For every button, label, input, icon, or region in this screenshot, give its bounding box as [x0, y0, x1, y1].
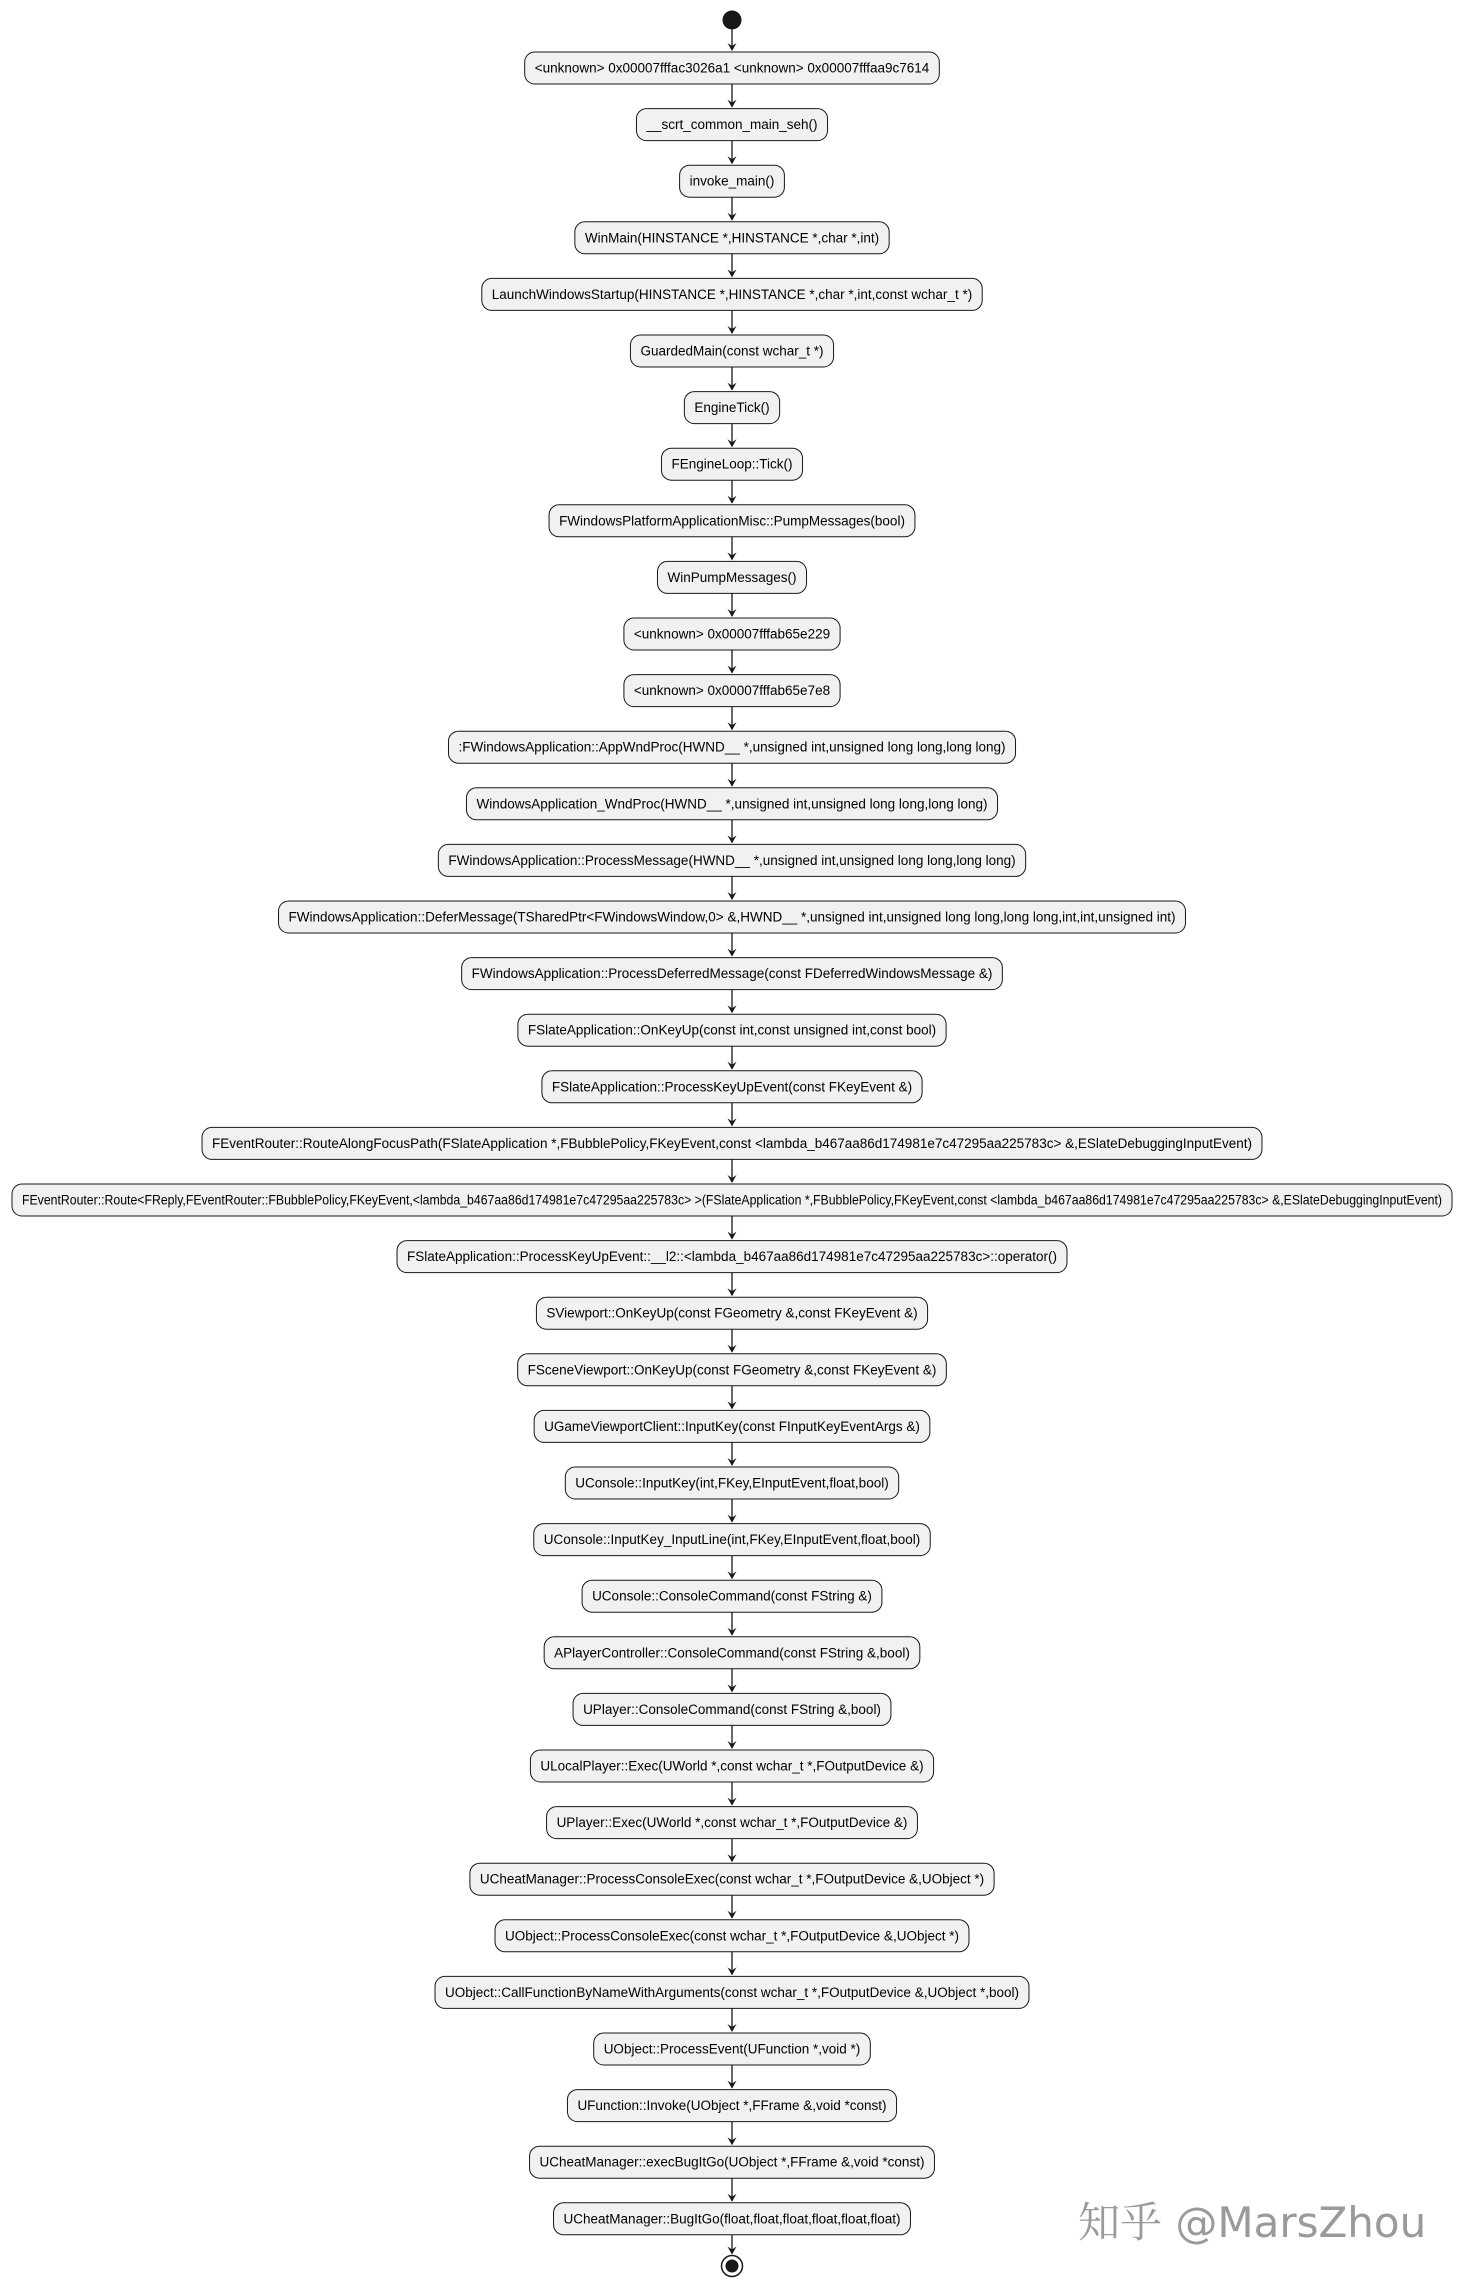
flow-step-label: ULocalPlayer::Exec(UWorld *,const wchar_t *,FOutputDevice &) [540, 1758, 924, 1774]
flow-step [525, 52, 940, 84]
flow-step [534, 1524, 930, 1556]
flow-step-label: <unknown> 0x00007fffac3026a1 <unknown> 0x00007fffaa9c7614 [534, 60, 930, 76]
flow-step-label: UCheatManager::execBugItGo(UObject *,FFrame &,void *const) [539, 2154, 925, 2170]
flow-step-label: FWindowsApplication::ProcessDeferredMessage(const FDeferredWindowsMessage &) [471, 966, 993, 982]
flow-step-label: :FWindowsApplication::AppWndProc(HWND__ *,unsigned int,unsigned long long,long long) [458, 739, 1006, 755]
flow-step [544, 1637, 920, 1669]
flow-step-label: FSlateApplication::ProcessKeyUpEvent::__l2::<lambda_b467aa86d174981e7c47295aa225783c>::operator() [407, 1249, 1057, 1265]
flow-step-label: FSceneViewport::OnKeyUp(const FGeometry &,const FKeyEvent &) [527, 1362, 937, 1378]
flow-step-label: WinPumpMessages() [667, 569, 797, 585]
flow-step-label: <unknown> 0x00007fffab65e229 [633, 626, 831, 642]
flow-step [448, 731, 1015, 763]
flow-step-label: UCheatManager::BugItGo(float,float,float,float,float,float) [563, 2211, 901, 2227]
flow-step [554, 2203, 911, 2235]
flow-step [438, 844, 1025, 876]
flow-step [624, 675, 840, 707]
flow-step-label: invoke_main() [689, 173, 775, 189]
flow-step [470, 1863, 994, 1895]
flow-step [462, 958, 1003, 990]
flow-step [518, 1354, 947, 1386]
flow-step [575, 222, 889, 254]
flow-step-label: UConsole::ConsoleCommand(const FString &) [592, 1588, 872, 1604]
flow-step-label: UObject::CallFunctionByNameWithArguments(const wchar_t *,FOutputDevice &,UObject *,bool) [445, 1984, 1019, 2000]
flow-step-label: FEventRouter::RouteAlongFocusPath(FSlateApplication *,FBubblePolicy,FKeyEvent,const <lambda_b467aa86d174981e7c47295aa225783c> &,ESlateDebuggingInputEvent) [212, 1135, 1252, 1151]
flow-step-label: EngineTick() [694, 400, 770, 416]
flow-step-label: UCheatManager::ProcessConsoleExec(const wchar_t *,FOutputDevice &,UObject *) [479, 1871, 985, 1887]
start-node [723, 11, 742, 30]
flow-step [684, 392, 779, 424]
watermark-text: 知乎 @MarsZhou [1078, 2198, 1427, 2247]
flow-step [542, 1071, 922, 1103]
flow-step [536, 1297, 927, 1329]
flow-step [567, 2090, 896, 2122]
flow-step [202, 1127, 1262, 1159]
flow-step [482, 278, 982, 310]
flow-step [624, 618, 840, 650]
flow-step-label: FWindowsApplication::DeferMessage(TSharedPtr<FWindowsWindow,0> &,HWND__ *,unsigned int,unsigned long long,long long,int,int,unsigned int) [288, 909, 1176, 925]
flow-step-label: FEventRouter::Route<FReply,FEventRouter::FBubblePolicy,FKeyEvent,<lambda_b467aa86d174981e7c47295aa225783c> >(FSlateApplication *,FBubblePolicy,FKeyEvent,const <lambda_b467aa86d174981e7c47295aa225783c> &,ESlateDebuggingInputEvent) [22, 1192, 1442, 1208]
flow-step-label: FSlateApplication::OnKeyUp(const int,const unsigned int,const bool) [527, 1022, 937, 1038]
flow-step [530, 2146, 935, 2178]
flow-step [12, 1184, 1452, 1216]
flow-step [661, 448, 802, 480]
flow-step [565, 1467, 898, 1499]
flow-step [530, 1750, 933, 1782]
flow-step [680, 165, 785, 197]
flow-step-label: UObject::ProcessEvent(UFunction *,void *) [603, 2041, 861, 2057]
flow-step-label: UPlayer::ConsoleCommand(const FString &,bool) [583, 1701, 881, 1717]
flow-step-label: FSlateApplication::ProcessKeyUpEvent(const FKeyEvent &) [551, 1079, 913, 1095]
flow-step [495, 1920, 969, 1952]
flow-step-label: WindowsApplication_WndProc(HWND__ *,unsigned int,unsigned long long,long long) [476, 796, 988, 812]
flow-step [435, 1976, 1029, 2008]
flow-step [630, 335, 833, 367]
flow-step-label: UConsole::InputKey_InputLine(int,FKey,EInputEvent,float,bool) [543, 1532, 921, 1548]
flow-step [466, 788, 997, 820]
flow-step [549, 505, 915, 537]
flow-step [547, 1807, 918, 1839]
flow-step [582, 1580, 882, 1612]
flow-step-label: FWindowsPlatformApplicationMisc::PumpMessages(bool) [559, 513, 905, 529]
flow-step [534, 1410, 930, 1442]
flow-step [518, 1014, 946, 1046]
flow-step-label: FWindowsApplication::ProcessMessage(HWND__ *,unsigned int,unsigned long long,long long) [448, 852, 1016, 868]
flow-step [573, 1693, 891, 1725]
flow-step [397, 1241, 1067, 1273]
flow-step [636, 109, 827, 141]
flow-step [594, 2033, 871, 2065]
flow-step-label: UObject::ProcessConsoleExec(const wchar_t *,FOutputDevice &,UObject *) [505, 1928, 959, 1944]
flow-step-label: UConsole::InputKey(int,FKey,EInputEvent,float,bool) [575, 1475, 889, 1491]
flow-step [279, 901, 1186, 933]
flow-step-label: GuardedMain(const wchar_t *) [640, 343, 824, 359]
flow-step-label: SViewport::OnKeyUp(const FGeometry &,const FKeyEvent &) [546, 1305, 918, 1321]
flow-step-label: UPlayer::Exec(UWorld *,const wchar_t *,FOutputDevice &) [556, 1815, 908, 1831]
flow-step-label: UGameViewportClient::InputKey(const FInputKeyEventArgs &) [544, 1418, 920, 1434]
flow-step-label: FEngineLoop::Tick() [671, 456, 793, 472]
flow-step-label: WinMain(HINSTANCE *,HINSTANCE *,char *,int) [584, 230, 880, 246]
flow-step [657, 561, 806, 593]
end-node [722, 2256, 743, 2277]
flow-step-label: APlayerController::ConsoleCommand(const FString &,bool) [554, 1645, 910, 1661]
flow-step-label: LaunchWindowsStartup(HINSTANCE *,HINSTANCE *,char *,int,const wchar_t *) [491, 286, 973, 302]
flow-step-label: __scrt_common_main_seh() [646, 117, 818, 133]
flow-step-label: UFunction::Invoke(UObject *,FFrame &,void *const) [577, 2098, 887, 2114]
flow-step-label: <unknown> 0x00007fffab65e7e8 [633, 683, 831, 699]
